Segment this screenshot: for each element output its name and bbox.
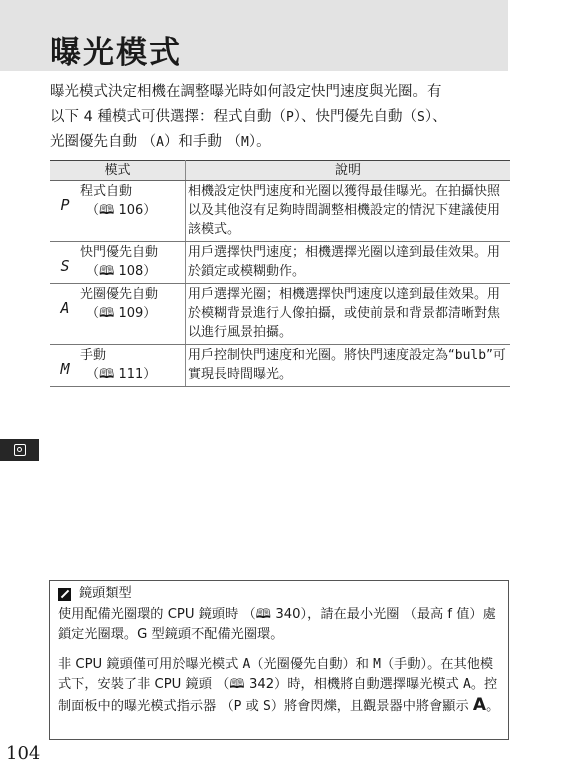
- description-text: 用戶控制快門速度和光圈。將快門速度設定為“: [188, 348, 455, 363]
- mode-a-glyph: A: [463, 677, 471, 692]
- mode-name: 手動: [80, 348, 107, 363]
- mode-description: 用戶選擇快門速度；相機選擇光圈以達到最佳效果。用於鎖定或模糊動作。: [186, 242, 511, 284]
- mode-cell: [50, 181, 186, 242]
- page-ref: （🕮 106）: [86, 203, 157, 218]
- mode-s-glyph: S: [417, 110, 425, 125]
- aperture-indicator-glyph: A: [472, 695, 487, 715]
- mode-a-glyph: A: [156, 135, 164, 150]
- note-text: （手動）。在其他模式下，安裝了非 CPU 鏡頭 （🕮 342）時，相機將自動選擇曝光模式: [58, 657, 494, 692]
- mode-glyph: M: [60, 360, 70, 378]
- mode-name: 程式自動: [80, 184, 133, 199]
- mode-name: 光圈優先自動: [80, 287, 159, 302]
- page-title: 曝光模式: [50, 35, 182, 71]
- intro-line-1: 曝光模式決定相機在調整曝光時如何設定快門速度與光圈。有: [50, 84, 442, 100]
- lens-type-note: [49, 580, 509, 740]
- table-row: [50, 345, 510, 387]
- note-text: 。控制面板中的曝光模式指示器 （: [58, 677, 498, 714]
- page-ref: （🕮 109）: [86, 306, 157, 321]
- camera-mode-icon: [14, 444, 26, 456]
- intro-text: 光圈優先自動 （: [50, 134, 157, 150]
- intro-paragraph: [50, 80, 510, 155]
- chapter-tab: [0, 439, 39, 461]
- note-paragraph-1: 使用配備光圈環的 CPU 鏡頭時 （🕮 340），請在最小光圈 （最高 f 值）處鎖定光圈環。G 型鏡頭不配備光圈環。: [58, 607, 496, 642]
- header-mode: 模式: [50, 161, 186, 181]
- page-number: 104: [6, 743, 41, 764]
- intro-text: ）和手動 （: [163, 134, 242, 150]
- intro-text: 以下 4 種模式可供選擇：程式自動（: [50, 109, 286, 125]
- page-ref: （🕮 111）: [86, 367, 157, 382]
- intro-text: ）。: [248, 134, 271, 150]
- mode-s-glyph: S: [263, 699, 271, 714]
- note-title: 鏡頭類型: [79, 586, 132, 601]
- mode-a-glyph: A: [242, 657, 251, 672]
- note-paragraph-2: [58, 655, 500, 717]
- mode-cell: [50, 284, 186, 345]
- mode-description: 相機設定快門速度和光圈以獲得最佳曝光。在拍攝快照以及其他沒有足夠時間調整相機設定的情況下建議使用該模式。: [186, 181, 511, 242]
- table-header-row: [50, 161, 510, 181]
- table-row: [50, 284, 510, 345]
- table-row: [50, 242, 510, 284]
- mode-p-glyph: P: [233, 699, 242, 714]
- mode-m-glyph: M: [241, 135, 249, 150]
- mode-m-glyph: M: [373, 657, 381, 672]
- mode-p-glyph: P: [285, 110, 294, 125]
- mode-glyph: P: [60, 196, 70, 214]
- intro-text: ）、快門優先自動（: [293, 109, 418, 125]
- note-heading: [50, 581, 508, 605]
- note-text: ）將會閃爍，且觀景器中將會顯示: [270, 699, 473, 714]
- note-text: 。: [486, 699, 500, 714]
- header-description: 說明: [186, 161, 511, 181]
- intro-line-2: [50, 105, 510, 130]
- table-row: [50, 181, 510, 242]
- intro-text: ）、: [424, 109, 447, 125]
- mode-glyph: A: [60, 299, 70, 317]
- mode-description: [186, 345, 511, 387]
- pencil-icon: [58, 588, 71, 601]
- note-text: 非 CPU 鏡頭僅可用於曝光模式: [58, 657, 243, 672]
- mode-name: 快門優先自動: [80, 245, 159, 260]
- mode-cell: [50, 345, 186, 387]
- mode-glyph: S: [60, 257, 70, 275]
- note-text: （光圈優先自動）和: [250, 657, 374, 672]
- intro-line-3: [50, 130, 510, 155]
- mode-description: 用戶選擇光圈；相機選擇快門速度以達到最佳效果。用於模糊背景進行人像拍攝，或使前景和背景都清晰對焦以進行風景拍攝。: [186, 284, 511, 345]
- note-text: 或: [241, 699, 264, 714]
- bulb-glyph: bulb: [454, 348, 487, 363]
- description-text: ”可實現長時間曝光。: [188, 348, 506, 382]
- page-ref: （🕮 108）: [86, 264, 157, 279]
- modes-table: [50, 160, 510, 387]
- mode-cell: [50, 242, 186, 284]
